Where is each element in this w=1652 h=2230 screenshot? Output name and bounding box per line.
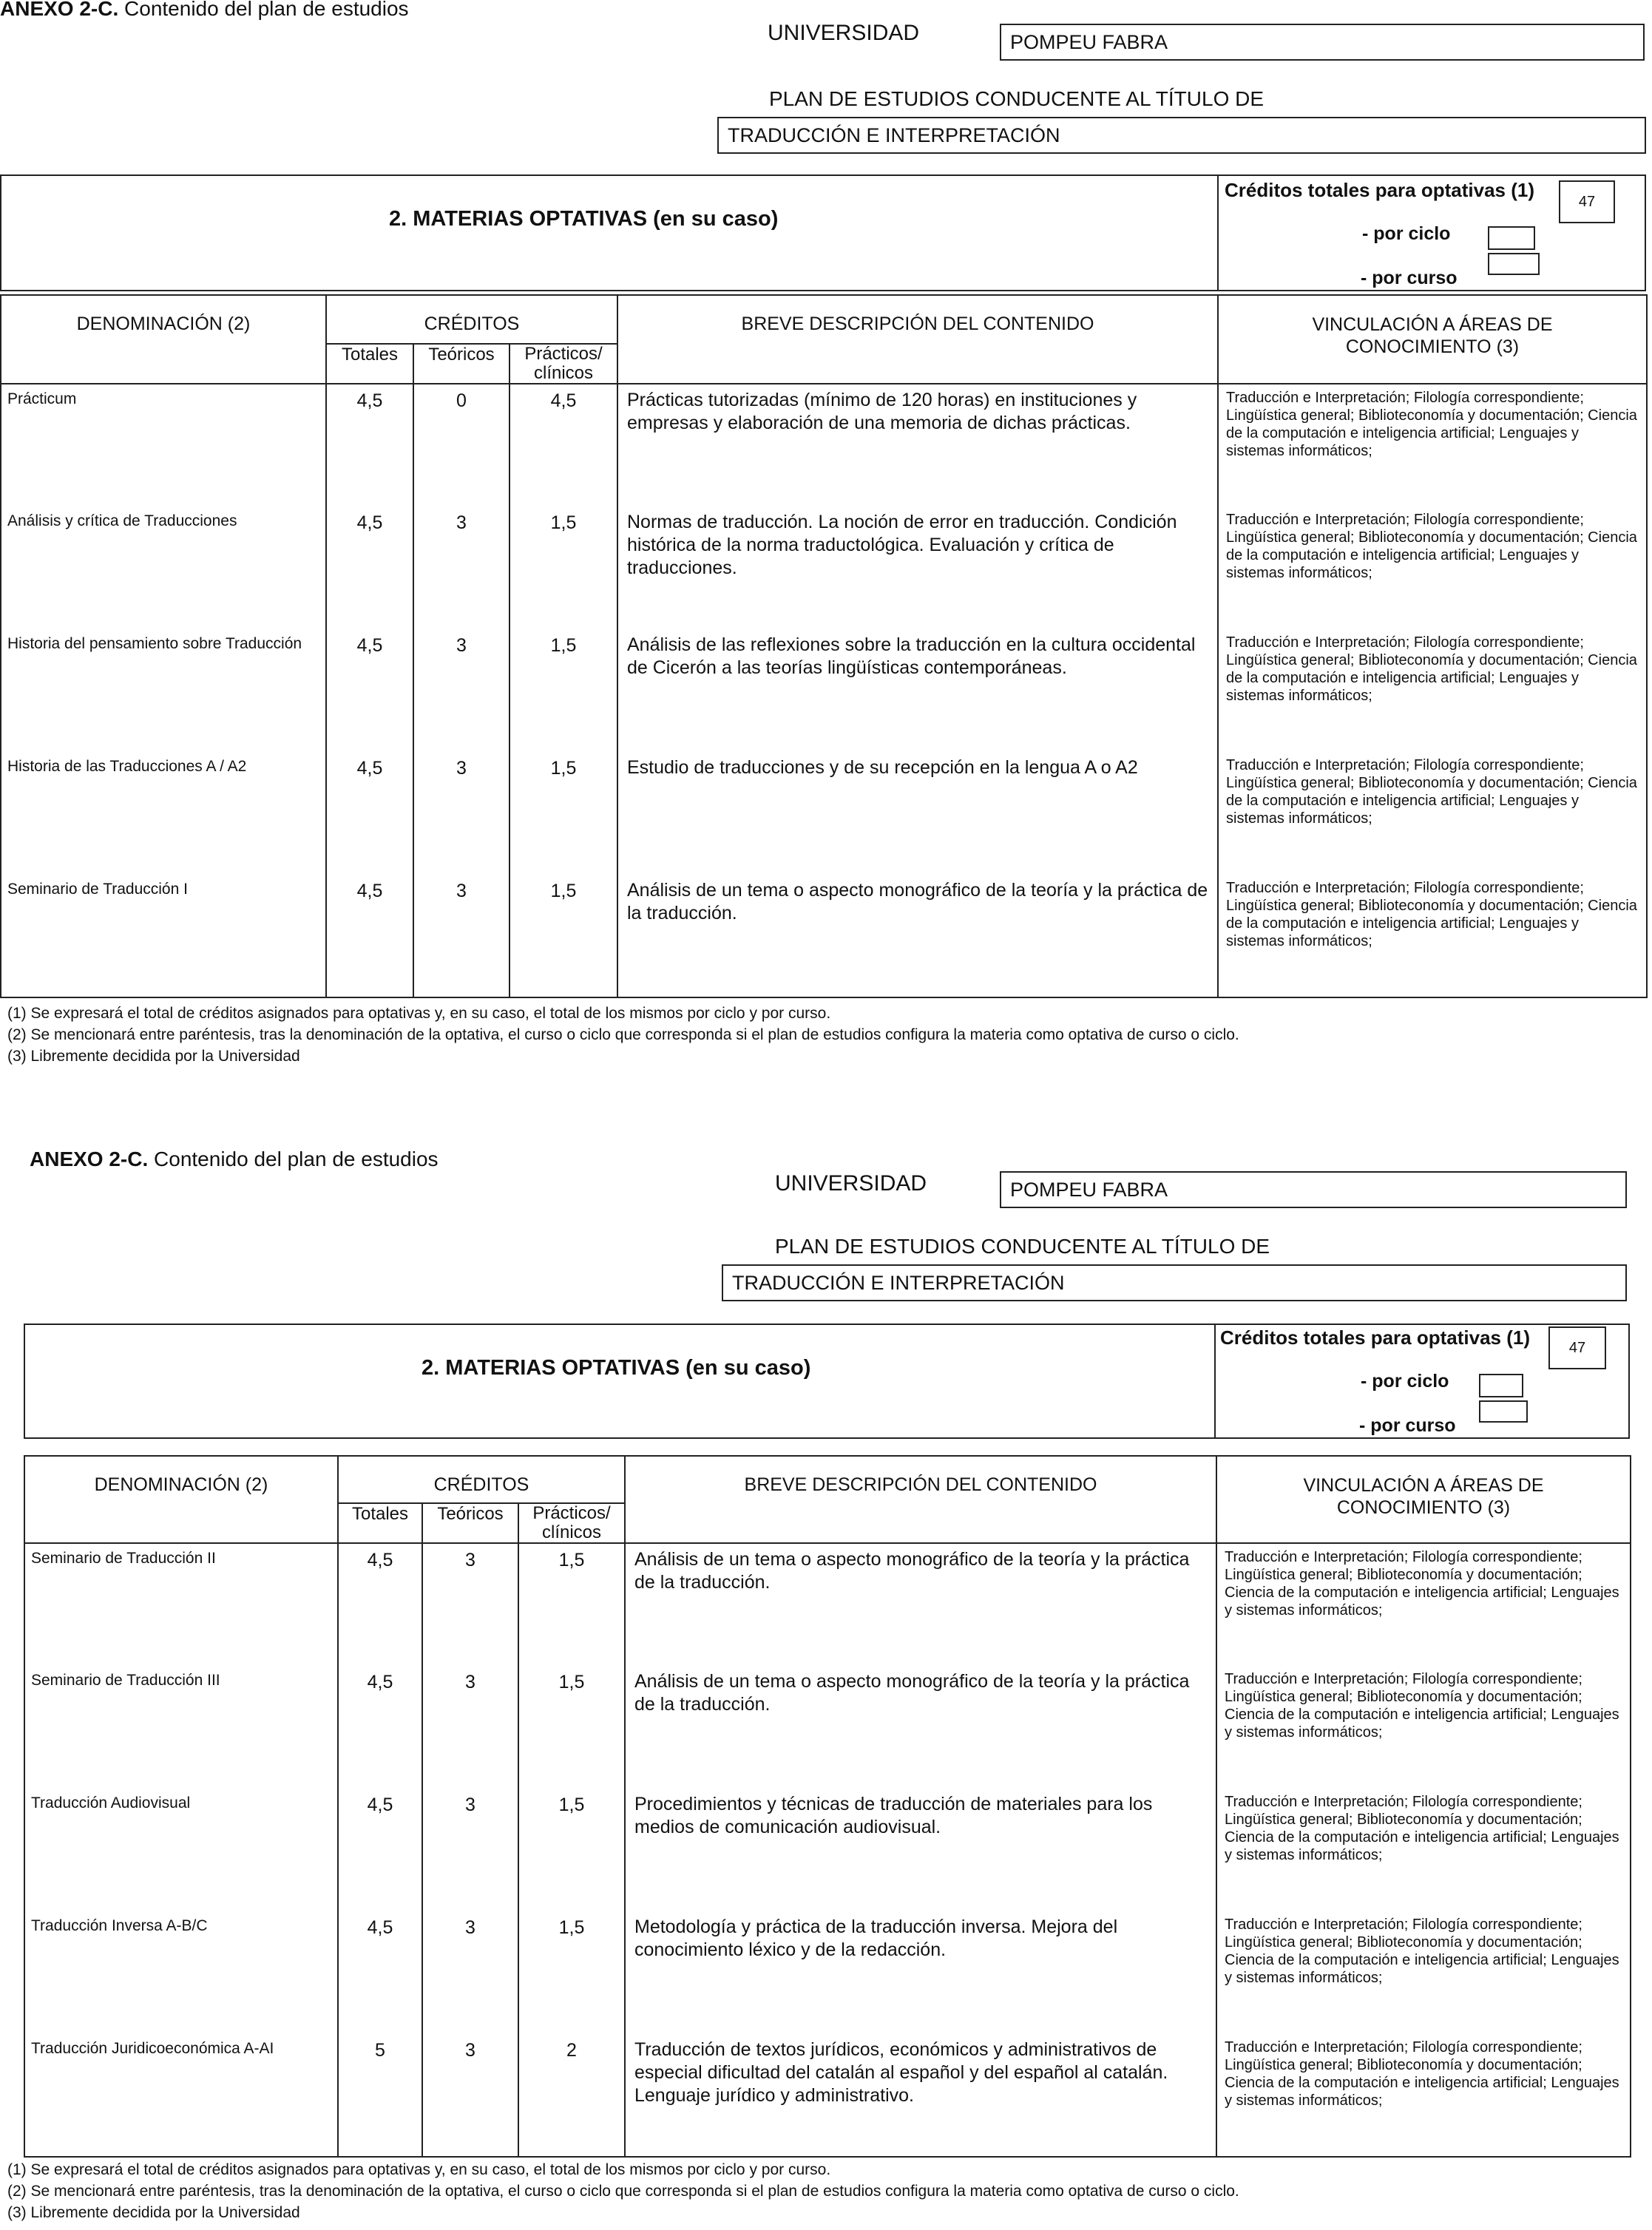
university-value: POMPEU FABRA — [1010, 30, 1168, 53]
col-header-totales: Totales — [326, 344, 413, 384]
degree-plan-label: PLAN DE ESTUDIOS CONDUCENTE AL TÍTULO DE — [769, 87, 1265, 110]
row-name: Prácticum — [1, 384, 326, 506]
col-header-denominacion: DENOMINACIÓN (2) — [24, 1456, 338, 1543]
row-totales: 4,5 — [338, 1911, 422, 2034]
form-page-1 — [0, 0, 1652, 1094]
row-practicos: 1,5 — [510, 752, 617, 875]
col-header-teoricos: Teóricos — [422, 1503, 518, 1543]
degree-plan-label: PLAN DE ESTUDIOS CONDUCENTE AL TÍTULO DE — [775, 1235, 1270, 1258]
degree-title-value: TRADUCCIÓN E INTERPRETACIÓN — [728, 123, 1060, 146]
row-teoricos: 3 — [413, 506, 510, 629]
university-value: POMPEU FABRA — [1010, 1178, 1168, 1201]
row-areas: Traducción e Interpretación; Filología correspondiente; Lingüística general; Biblioteconomía y documentación; Ciencia de la computación e inteligencia artificial; Lenguajes y sistemas informáticos; — [1216, 1666, 1631, 1789]
footnote-1: (1) Se expresará el total de créditos asignados para optativas y, en su caso, el total de los mismos por ciclo y por curso. — [7, 2161, 831, 2178]
table-row — [24, 2034, 1631, 2157]
row-totales: 4,5 — [326, 752, 413, 875]
university-label: UNIVERSIDAD — [775, 1171, 927, 1196]
table-row — [24, 1666, 1631, 1789]
row-name: Traducción Juridicoeconómica A-AI — [24, 2034, 338, 2157]
row-description: Procedimientos y técnicas de traducción de materiales para los medios de comunicación audiovisual. — [625, 1789, 1216, 1911]
col-header-vinculacion: VINCULACIÓN A ÁREAS DE CONOCIMIENTO (3) — [1218, 295, 1647, 384]
col-header-totales: Totales — [338, 1503, 422, 1543]
section-header-box — [0, 174, 1646, 291]
row-practicos: 1,5 — [510, 506, 617, 629]
table-row — [24, 1789, 1631, 1911]
row-practicos: 1,5 — [510, 875, 617, 997]
section-title: 2. MATERIAS OPTATIVAS (en su caso) — [422, 1356, 811, 1380]
footnote-2: (2) Se mencionará entre paréntesis, tras la denominación de la optativa, el curso o ciclo que corresponda si el plan de estudios configura la materia como optativa de curso o ciclo. — [7, 2183, 1239, 2200]
row-practicos: 4,5 — [510, 384, 617, 506]
row-name: Seminario de Traducción II — [24, 1543, 338, 1666]
section-title: 2. MATERIAS OPTATIVAS (en su caso) — [389, 207, 779, 231]
row-description: Estudio de traducciones y de su recepción en la lengua A o A2 — [617, 752, 1218, 875]
row-areas: Traducción e Interpretación; Filología correspondiente; Lingüística general; Biblioteconomía y documentación; Ciencia de la computación e inteligencia artificial; Lenguajes y sistemas informáticos; — [1218, 875, 1647, 997]
row-name: Traducción Audiovisual — [24, 1789, 338, 1911]
credits-total-box — [1548, 1326, 1606, 1369]
row-description: Análisis de las reflexiones sobre la traducción en la cultura occidental de Cicerón a las teorías lingüísticas contemporáneas. — [617, 629, 1218, 752]
per-course-box — [1488, 253, 1540, 275]
row-name: Seminario de Traducción III — [24, 1666, 338, 1789]
row-totales: 4,5 — [326, 629, 413, 752]
row-practicos: 1,5 — [518, 1789, 625, 1911]
per-cycle-box — [1488, 226, 1535, 250]
form-page-2 — [0, 1139, 1652, 2230]
per-cycle-label: - por ciclo — [1361, 1371, 1449, 1392]
degree-title-value: TRADUCCIÓN E INTERPRETACIÓN — [732, 1271, 1065, 1294]
row-name: Historia del pensamiento sobre Traducción — [1, 629, 326, 752]
university-label: UNIVERSIDAD — [768, 21, 920, 45]
section-header-box — [24, 1324, 1630, 1439]
table-row — [1, 752, 1647, 875]
row-totales: 5 — [338, 2034, 422, 2157]
row-name: Análisis y crítica de Traducciones — [1, 506, 326, 629]
row-description: Metodología y práctica de la traducción inversa. Mejora del conocimiento léxico y de la redacción. — [625, 1911, 1216, 2034]
credits-total-value: 47 — [1578, 193, 1596, 210]
footnote-3: (3) Libremente decidida por la Universidad — [7, 1048, 300, 1065]
row-areas: Traducción e Interpretación; Filología correspondiente; Lingüística general; Biblioteconomía y documentación; Ciencia de la computación e inteligencia artificial; Lenguajes y sistemas informáticos; — [1218, 506, 1647, 629]
row-description: Traducción de textos jurídicos, económicos y administrativos de especial dificultad del catalán al español y del español al catalán. Lenguaje jurídico y administrativo. — [625, 2034, 1216, 2157]
per-cycle-box — [1479, 1374, 1523, 1397]
row-totales: 4,5 — [326, 506, 413, 629]
row-teoricos: 3 — [422, 2034, 518, 2157]
footnotes — [7, 1003, 1239, 1067]
table-row — [24, 1911, 1631, 2034]
degree-title-field — [722, 1264, 1627, 1301]
footnotes — [7, 2159, 1239, 2223]
row-totales: 4,5 — [338, 1543, 422, 1666]
row-description: Análisis de un tema o aspecto monográfico de la teoría y la práctica de la traducción. — [617, 875, 1218, 997]
row-totales: 4,5 — [326, 384, 413, 506]
table-row — [1, 629, 1647, 752]
header-divider — [1217, 176, 1219, 290]
row-areas: Traducción e Interpretación; Filología correspondiente; Lingüística general; Biblioteconomía y documentación; Ciencia de la computación e inteligencia artificial; Lenguajes y sistemas informáticos; — [1216, 2034, 1631, 2157]
per-course-label: - por curso — [1359, 1415, 1456, 1436]
row-totales: 4,5 — [326, 875, 413, 997]
credits-total-box — [1559, 180, 1615, 223]
row-name: Traducción Inversa A-B/C — [24, 1911, 338, 2034]
row-teoricos: 3 — [422, 1543, 518, 1666]
row-practicos: 2 — [518, 2034, 625, 2157]
row-practicos: 1,5 — [518, 1543, 625, 1666]
row-description: Análisis de un tema o aspecto monográfico de la teoría y la práctica de la traducción. — [625, 1666, 1216, 1789]
table-row — [1, 875, 1647, 997]
col-header-descripcion: BREVE DESCRIPCIÓN DEL CONTENIDO — [617, 295, 1218, 384]
electives-table — [24, 1455, 1631, 2158]
per-course-label: - por curso — [1361, 268, 1458, 288]
row-areas: Traducción e Interpretación; Filología correspondiente; Lingüística general; Biblioteconomía y documentación; Ciencia de la computación e inteligencia artificial; Lenguajes y sistemas informáticos; — [1218, 752, 1647, 875]
credits-total-value: 47 — [1568, 1339, 1586, 1356]
university-field — [1000, 1171, 1627, 1208]
col-header-creditos: CRÉDITOS — [326, 295, 617, 344]
footnote-1: (1) Se expresará el total de créditos asignados para optativas y, en su caso, el total de los mismos por ciclo y por curso. — [7, 1005, 831, 1022]
annex-heading — [0, 0, 409, 21]
row-totales: 4,5 — [338, 1789, 422, 1911]
credits-total-label: Créditos totales para optativas (1) — [1225, 179, 1534, 201]
row-areas: Traducción e Interpretación; Filología correspondiente; Lingüística general; Biblioteconomía y documentación; Ciencia de la computación e inteligencia artificial; Lenguajes y sistemas informáticos; — [1216, 1543, 1631, 1666]
row-practicos: 1,5 — [518, 1911, 625, 2034]
header-divider — [1214, 1325, 1216, 1437]
row-teoricos: 3 — [413, 752, 510, 875]
col-header-practicos: Prácticos/ clínicos — [518, 1503, 625, 1543]
row-teoricos: 3 — [422, 1911, 518, 2034]
row-areas: Traducción e Interpretación; Filología correspondiente; Lingüística general; Biblioteconomía y documentación; Ciencia de la computación e inteligencia artificial; Lenguajes y sistemas informáticos; — [1218, 384, 1647, 506]
col-header-practicos: Prácticos/ clínicos — [510, 344, 617, 384]
table-row — [1, 506, 1647, 629]
per-cycle-label: - por ciclo — [1362, 223, 1451, 244]
row-teoricos: 3 — [413, 629, 510, 752]
row-teoricos: 3 — [413, 875, 510, 997]
col-header-creditos: CRÉDITOS — [338, 1456, 625, 1503]
row-teoricos: 3 — [422, 1789, 518, 1911]
row-totales: 4,5 — [338, 1666, 422, 1789]
university-field — [1000, 24, 1645, 61]
col-header-vinculacion: VINCULACIÓN A ÁREAS DE CONOCIMIENTO (3) — [1216, 1456, 1631, 1543]
footnote-2: (2) Se mencionará entre paréntesis, tras la denominación de la optativa, el curso o ciclo que corresponda si el plan de estudios configura la materia como optativa de curso o ciclo. — [7, 1026, 1239, 1043]
annex-number: ANEXO 2-C. — [0, 0, 119, 20]
table-row — [1, 384, 1647, 506]
per-course-box — [1479, 1400, 1528, 1423]
row-areas: Traducción e Interpretación; Filología correspondiente; Lingüística general; Biblioteconomía y documentación; Ciencia de la computación e inteligencia artificial; Lenguajes y sistemas informáticos; — [1218, 629, 1647, 752]
table-row — [24, 1543, 1631, 1666]
annex-number: ANEXO 2-C. — [30, 1148, 149, 1170]
annex-heading — [30, 1148, 439, 1171]
footnote-3: (3) Libremente decidida por la Universidad — [7, 2204, 300, 2221]
col-header-descripcion: BREVE DESCRIPCIÓN DEL CONTENIDO — [625, 1456, 1216, 1543]
row-teoricos: 0 — [413, 384, 510, 506]
row-practicos: 1,5 — [510, 629, 617, 752]
annex-subtitle: Contenido del plan de estudios — [154, 1148, 439, 1170]
row-name: Seminario de Traducción I — [1, 875, 326, 997]
electives-table — [0, 294, 1648, 998]
col-header-teoricos: Teóricos — [413, 344, 510, 384]
row-areas: Traducción e Interpretación; Filología correspondiente; Lingüística general; Biblioteconomía y documentación; Ciencia de la computación e inteligencia artificial; Lenguajes y sistemas informáticos; — [1216, 1789, 1631, 1911]
row-description: Prácticas tutorizadas (mínimo de 120 horas) en instituciones y empresas y elaboración de una memoria de dichas prácticas. — [617, 384, 1218, 506]
row-description: Normas de traducción. La noción de error en traducción. Condición histórica de la norma traductológica. Evaluación y crítica de traducciones. — [617, 506, 1218, 629]
col-header-denominacion: DENOMINACIÓN (2) — [1, 295, 326, 384]
row-teoricos: 3 — [422, 1666, 518, 1789]
row-areas: Traducción e Interpretación; Filología correspondiente; Lingüística general; Biblioteconomía y documentación; Ciencia de la computación e inteligencia artificial; Lenguajes y sistemas informáticos; — [1216, 1911, 1631, 2034]
row-practicos: 1,5 — [518, 1666, 625, 1789]
row-description: Análisis de un tema o aspecto monográfico de la teoría y la práctica de la traducción. — [625, 1543, 1216, 1666]
degree-title-field — [717, 117, 1646, 154]
annex-subtitle: Contenido del plan de estudios — [124, 0, 409, 20]
credits-total-label: Créditos totales para optativas (1) — [1220, 1326, 1530, 1349]
row-name: Historia de las Traducciones A / A2 — [1, 752, 326, 875]
